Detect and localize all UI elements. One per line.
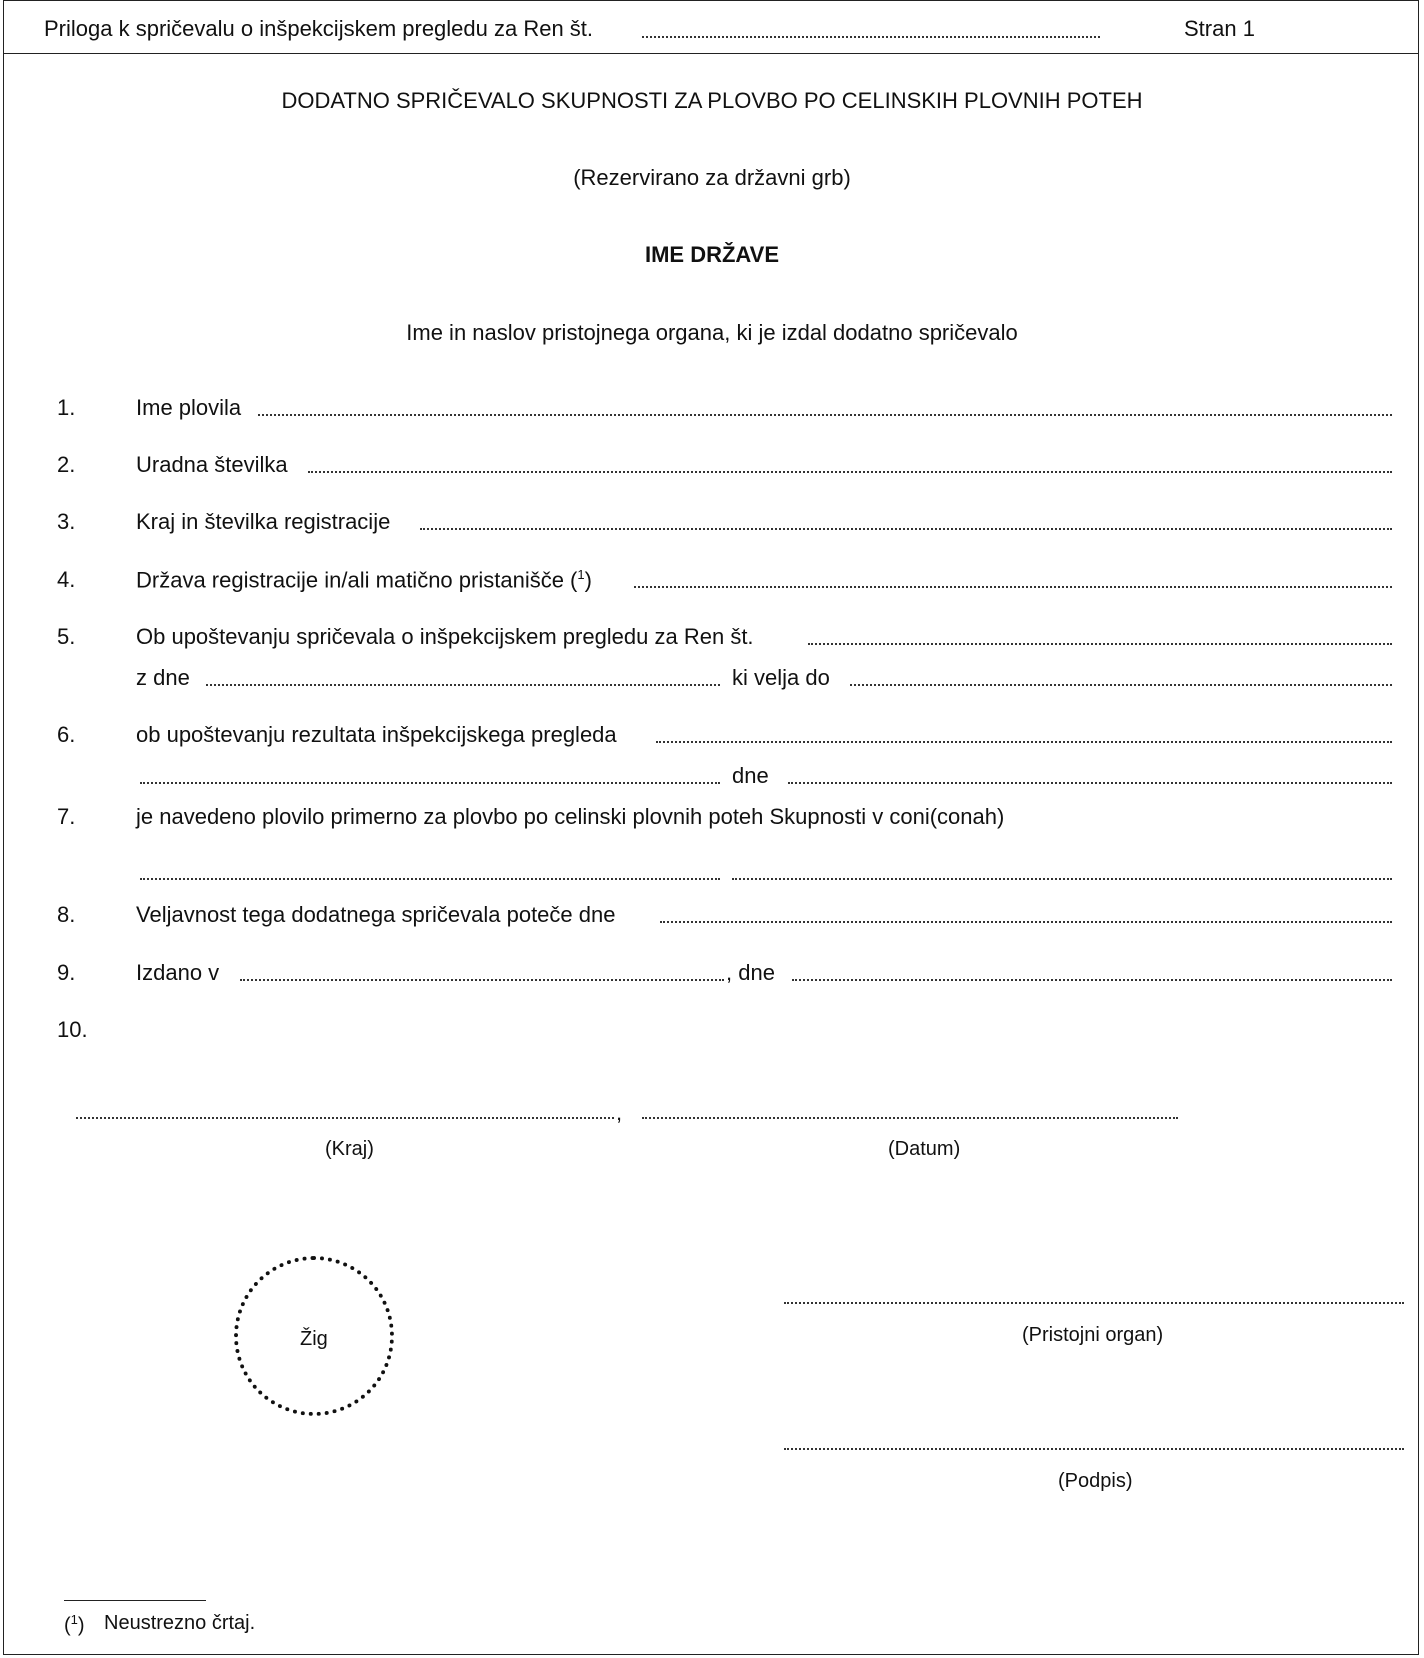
authority-label: (Pristojni organ) xyxy=(1022,1324,1164,1346)
signature-field[interactable] xyxy=(784,1448,1404,1450)
document-title: DODATNO SPRIČEVALO SKUPNOSTI ZA PLOVBO PO CELINSKIH PLOVNIH POTEH xyxy=(281,88,1143,113)
signature-label: (Podpis) xyxy=(1058,1470,1133,1492)
state-name: IME DRŽAVE xyxy=(644,242,780,267)
zone-field-2[interactable] xyxy=(732,878,1392,880)
signature-comma: , xyxy=(616,1100,623,1125)
item-9-label: Izdano v xyxy=(136,960,220,985)
item-4-number: 4. xyxy=(57,567,76,592)
item-8-number: 8. xyxy=(57,902,76,927)
issued-date-field[interactable] xyxy=(792,979,1392,981)
rhine-certificate-number-field[interactable] xyxy=(808,643,1392,645)
item-6-label: ob upoštevanju rezultata inšpekcijskega pregleda xyxy=(136,722,617,747)
official-number-field[interactable] xyxy=(308,471,1392,473)
stamp-label: Žig xyxy=(300,1328,328,1350)
header-left-text: Priloga k spričevalu o inšpekcijskem pregledu za Ren št. xyxy=(44,16,594,41)
vessel-name-field[interactable] xyxy=(258,414,1392,416)
item-3-label: Kraj in številka registracije xyxy=(136,509,391,534)
item-6-date-label: dne xyxy=(732,763,769,788)
item-8-label: Veljavnost tega dodatnega spričevala poteče dne xyxy=(136,902,616,927)
item-7-number: 7. xyxy=(57,804,76,829)
footnote-text: Neustrezno črtaj. xyxy=(104,1612,256,1634)
item-7-label: je navedeno plovilo primerno za plovbo po celinski plovnih poteh Skupnosti v coni(conah) xyxy=(136,804,1005,829)
authority-line: Ime in naslov pristojnega organa, ki je izdal dodatno spričevalo xyxy=(406,320,1018,345)
item-5-number: 5. xyxy=(57,624,76,649)
item-6-number: 6. xyxy=(57,722,76,747)
item-5-date-label: z dne xyxy=(136,665,190,690)
page-label: Stran 1 xyxy=(1184,16,1255,41)
registration-state-field[interactable] xyxy=(634,586,1392,588)
authority-field[interactable] xyxy=(784,1302,1404,1304)
item-2-label: Uradna številka xyxy=(136,452,288,477)
footnote-marker: ($^1$) xyxy=(64,1612,85,1637)
date-signature-field[interactable] xyxy=(642,1117,1178,1119)
date-label: (Datum) xyxy=(888,1138,961,1160)
certificate-date-field[interactable] xyxy=(206,684,720,686)
expiry-date-field[interactable] xyxy=(660,921,1392,923)
inspection-result-field[interactable] xyxy=(656,741,1392,743)
place-signature-field[interactable] xyxy=(76,1117,614,1119)
issued-place-field[interactable] xyxy=(240,979,724,981)
item-1-label: Ime plovila xyxy=(136,395,242,420)
zone-field-1[interactable] xyxy=(140,878,720,880)
item-9-number: 9. xyxy=(57,960,76,985)
item-5-label: Ob upoštevanju spričevala o inšpekcijskem pregledu za Ren št. xyxy=(136,624,754,649)
item-10-number: 10. xyxy=(57,1017,88,1042)
header-number-field[interactable] xyxy=(642,36,1100,38)
item-4-label: Država registracije in/ali matično pristanišče ($^1$) xyxy=(136,567,592,593)
inspection-date-field[interactable] xyxy=(788,782,1392,784)
registration-field[interactable] xyxy=(420,528,1392,530)
place-label: (Kraj) xyxy=(325,1138,374,1160)
item-5-valid-until-label: ki velja do xyxy=(732,665,830,690)
coat-of-arms-note: (Rezervirano za državni grb) xyxy=(573,165,851,190)
valid-until-field[interactable] xyxy=(850,684,1392,686)
item-2-number: 2. xyxy=(57,452,76,477)
footnote-rule xyxy=(64,1600,206,1601)
inspection-result-field-2[interactable] xyxy=(140,782,720,784)
item-1-number: 1. xyxy=(57,395,76,420)
item-3-number: 3. xyxy=(57,509,76,534)
item-9-date-label: , dne xyxy=(726,960,775,985)
